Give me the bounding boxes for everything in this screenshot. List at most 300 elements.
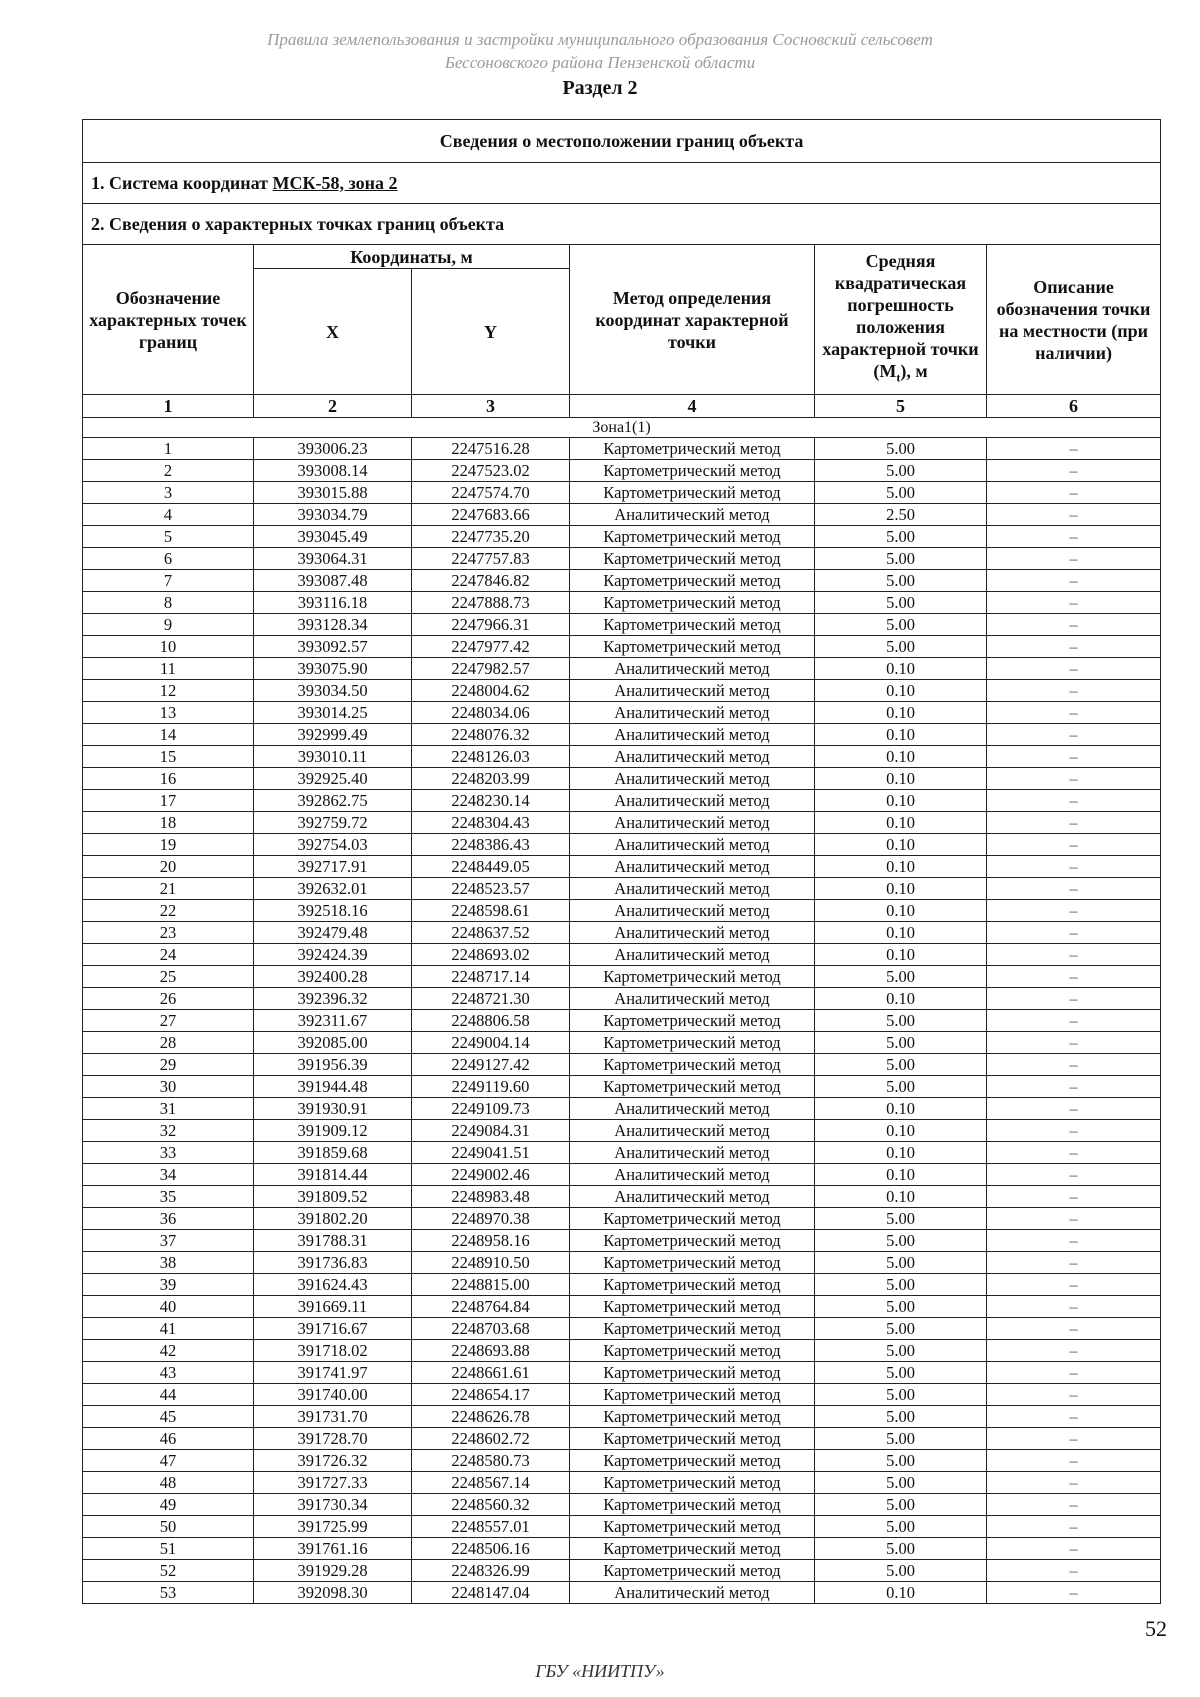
cell-description: –	[987, 878, 1161, 900]
cell-point: 7	[83, 570, 254, 592]
cell-error: 5.00	[815, 1274, 987, 1296]
cell-y: 2247888.73	[412, 592, 570, 614]
cell-x: 393116.18	[254, 592, 412, 614]
cell-point: 37	[83, 1230, 254, 1252]
cell-y: 2248203.99	[412, 768, 570, 790]
cell-error: 0.10	[815, 1582, 987, 1604]
coord-system-row	[83, 163, 1161, 204]
cell-description: –	[987, 988, 1161, 1010]
cell-point: 3	[83, 482, 254, 504]
cell-method: Картометрический метод	[570, 1230, 815, 1252]
cell-description: –	[987, 724, 1161, 746]
cell-error: 5.00	[815, 1384, 987, 1406]
cell-method: Аналитический метод	[570, 922, 815, 944]
cell-x: 391741.97	[254, 1362, 412, 1384]
cell-description: –	[987, 1384, 1161, 1406]
cell-description: –	[987, 746, 1161, 768]
cell-x: 392862.75	[254, 790, 412, 812]
cell-point: 31	[83, 1098, 254, 1120]
cell-point: 15	[83, 746, 254, 768]
cell-point: 25	[83, 966, 254, 988]
cell-point: 53	[83, 1582, 254, 1604]
cell-point: 5	[83, 526, 254, 548]
col-header-coords: Координаты, м	[254, 245, 570, 269]
cell-description: –	[987, 1054, 1161, 1076]
cell-y: 2247516.28	[412, 438, 570, 460]
cell-description: –	[987, 1208, 1161, 1230]
cell-method: Аналитический метод	[570, 878, 815, 900]
table-row	[83, 944, 1161, 966]
cell-point: 42	[83, 1340, 254, 1362]
cell-description: –	[987, 570, 1161, 592]
cell-error: 5.00	[815, 526, 987, 548]
table-row	[83, 1340, 1161, 1362]
table-row	[83, 1032, 1161, 1054]
cell-point: 36	[83, 1208, 254, 1230]
table-title-row	[83, 120, 1161, 163]
cell-point: 29	[83, 1054, 254, 1076]
cell-error: 5.00	[815, 614, 987, 636]
cell-y: 2247846.82	[412, 570, 570, 592]
cell-y: 2249002.46	[412, 1164, 570, 1186]
cell-description: –	[987, 1010, 1161, 1032]
cell-method: Картометрический метод	[570, 1340, 815, 1362]
table-row	[83, 878, 1161, 900]
table-row	[83, 834, 1161, 856]
cell-method: Аналитический метод	[570, 900, 815, 922]
cell-method: Картометрический метод	[570, 1560, 815, 1582]
cell-error: 5.00	[815, 1362, 987, 1384]
cell-error: 0.10	[815, 1120, 987, 1142]
cell-x: 393128.34	[254, 614, 412, 636]
cell-error: 5.00	[815, 1054, 987, 1076]
cell-error: 0.10	[815, 790, 987, 812]
cell-description: –	[987, 680, 1161, 702]
cell-description: –	[987, 812, 1161, 834]
cell-method: Картометрический метод	[570, 1318, 815, 1340]
cell-y: 2247757.83	[412, 548, 570, 570]
cell-point: 16	[83, 768, 254, 790]
cell-error: 5.00	[815, 1296, 987, 1318]
cell-point: 41	[83, 1318, 254, 1340]
cell-error: 5.00	[815, 1010, 987, 1032]
cell-method: Картометрический метод	[570, 1032, 815, 1054]
table-row	[83, 988, 1161, 1010]
cell-method: Картометрический метод	[570, 1538, 815, 1560]
cell-y: 2247966.31	[412, 614, 570, 636]
cell-y: 2248598.61	[412, 900, 570, 922]
cell-x: 391716.67	[254, 1318, 412, 1340]
cell-x: 393075.90	[254, 658, 412, 680]
cell-y: 2248717.14	[412, 966, 570, 988]
table-row	[83, 922, 1161, 944]
cell-x: 391929.28	[254, 1560, 412, 1582]
cell-error: 0.10	[815, 1142, 987, 1164]
table-row	[83, 1164, 1161, 1186]
zone-row	[83, 418, 1161, 438]
cell-x: 391909.12	[254, 1120, 412, 1142]
cell-method: Картометрический метод	[570, 1450, 815, 1472]
cell-y: 2248386.43	[412, 834, 570, 856]
cell-point: 30	[83, 1076, 254, 1098]
table-row	[83, 570, 1161, 592]
cell-point: 50	[83, 1516, 254, 1538]
cell-error: 0.10	[815, 944, 987, 966]
cell-y: 2248958.16	[412, 1230, 570, 1252]
cell-description: –	[987, 1120, 1161, 1142]
cell-method: Картометрический метод	[570, 966, 815, 988]
cell-description: –	[987, 944, 1161, 966]
table-row	[83, 636, 1161, 658]
cell-description: –	[987, 1318, 1161, 1340]
cell-method: Аналитический метод	[570, 768, 815, 790]
cell-description: –	[987, 438, 1161, 460]
table-row	[83, 504, 1161, 526]
cell-error: 0.10	[815, 746, 987, 768]
cell-error: 0.10	[815, 900, 987, 922]
cell-point: 17	[83, 790, 254, 812]
cell-description: –	[987, 1582, 1161, 1604]
cell-method: Картометрический метод	[570, 548, 815, 570]
cell-method: Аналитический метод	[570, 834, 815, 856]
cell-method: Картометрический метод	[570, 1362, 815, 1384]
cell-error: 5.00	[815, 1208, 987, 1230]
cell-y: 2247574.70	[412, 482, 570, 504]
cell-description: –	[987, 1098, 1161, 1120]
cell-method: Картометрический метод	[570, 1208, 815, 1230]
header-row-1	[83, 245, 1161, 269]
cell-y: 2248970.38	[412, 1208, 570, 1230]
cell-x: 391788.31	[254, 1230, 412, 1252]
cell-error: 5.00	[815, 570, 987, 592]
cell-description: –	[987, 1296, 1161, 1318]
table-row	[83, 1450, 1161, 1472]
cell-description: –	[987, 1142, 1161, 1164]
cell-method: Аналитический метод	[570, 1142, 815, 1164]
cell-error: 5.00	[815, 636, 987, 658]
table-row	[83, 1472, 1161, 1494]
cell-method: Аналитический метод	[570, 812, 815, 834]
cell-y: 2248637.52	[412, 922, 570, 944]
cell-method: Аналитический метод	[570, 658, 815, 680]
cell-description: –	[987, 702, 1161, 724]
cell-error: 5.00	[815, 1472, 987, 1494]
cell-y: 2248004.62	[412, 680, 570, 702]
cell-y: 2248304.43	[412, 812, 570, 834]
table-row	[83, 856, 1161, 878]
cell-description: –	[987, 636, 1161, 658]
table-row	[83, 746, 1161, 768]
cell-method: Картометрический метод	[570, 482, 815, 504]
table-row	[83, 768, 1161, 790]
cell-x: 391809.52	[254, 1186, 412, 1208]
cell-point: 38	[83, 1252, 254, 1274]
cell-description: –	[987, 834, 1161, 856]
cell-method: Аналитический метод	[570, 1582, 815, 1604]
cell-description: –	[987, 790, 1161, 812]
col-header-error: Средняя квадратическая погрешность положения характерной точки $(M_t)$, м	[815, 245, 987, 395]
cell-description: –	[987, 1494, 1161, 1516]
cell-point: 27	[83, 1010, 254, 1032]
cell-y: 2248983.48	[412, 1186, 570, 1208]
table-row	[83, 1274, 1161, 1296]
table-row	[83, 1406, 1161, 1428]
cell-method: Картометрический метод	[570, 614, 815, 636]
cell-description: –	[987, 1032, 1161, 1054]
table-row	[83, 482, 1161, 504]
points-heading-row	[83, 204, 1161, 245]
cell-method: Аналитический метод	[570, 790, 815, 812]
cell-method: Аналитический метод	[570, 1120, 815, 1142]
table-body	[83, 438, 1161, 1604]
table-row	[83, 1120, 1161, 1142]
cell-y: 2248580.73	[412, 1450, 570, 1472]
cell-method: Аналитический метод	[570, 746, 815, 768]
cell-method: Аналитический метод	[570, 680, 815, 702]
cell-description: –	[987, 1164, 1161, 1186]
cell-point: 45	[83, 1406, 254, 1428]
cell-x: 391731.70	[254, 1406, 412, 1428]
col-header-y: Y	[412, 269, 570, 395]
table-row	[83, 1494, 1161, 1516]
cell-method: Картометрический метод	[570, 1274, 815, 1296]
cell-error: 0.10	[815, 724, 987, 746]
table-row	[83, 1384, 1161, 1406]
cell-description: –	[987, 504, 1161, 526]
cell-x: 392925.40	[254, 768, 412, 790]
cell-x: 391728.70	[254, 1428, 412, 1450]
cell-x: 393010.11	[254, 746, 412, 768]
cell-error: 5.00	[815, 1076, 987, 1098]
coord-system-label: 1. Система координат	[91, 172, 273, 193]
cell-description: –	[987, 768, 1161, 790]
cell-method: Картометрический метод	[570, 570, 815, 592]
cell-y: 2248230.14	[412, 790, 570, 812]
column-number: 4	[570, 395, 815, 418]
table-row	[83, 702, 1161, 724]
cell-method: Картометрический метод	[570, 1054, 815, 1076]
cell-description: –	[987, 1230, 1161, 1252]
table-row	[83, 966, 1161, 988]
cell-method: Картометрический метод	[570, 1406, 815, 1428]
table-row	[83, 658, 1161, 680]
table-row	[83, 724, 1161, 746]
col-header-point: Обозначение характерных точек границ	[83, 245, 254, 395]
cell-method: Аналитический метод	[570, 702, 815, 724]
column-number: 6	[987, 395, 1161, 418]
cell-point: 20	[83, 856, 254, 878]
cell-error: 0.10	[815, 834, 987, 856]
cell-y: 2248567.14	[412, 1472, 570, 1494]
cell-x: 392424.39	[254, 944, 412, 966]
cell-point: 43	[83, 1362, 254, 1384]
cell-x: 392754.03	[254, 834, 412, 856]
cell-point: 11	[83, 658, 254, 680]
cell-error: 5.00	[815, 548, 987, 570]
cell-point: 49	[83, 1494, 254, 1516]
cell-point: 35	[83, 1186, 254, 1208]
cell-x: 391859.68	[254, 1142, 412, 1164]
cell-point: 22	[83, 900, 254, 922]
cell-method: Картометрический метод	[570, 526, 815, 548]
col-header-x: X	[254, 269, 412, 395]
cell-x: 391725.99	[254, 1516, 412, 1538]
points-heading: 2. Сведения о характерных точках границ объекта	[83, 204, 1161, 245]
table-row	[83, 812, 1161, 834]
cell-x: 391669.11	[254, 1296, 412, 1318]
table-row	[83, 1098, 1161, 1120]
cell-y: 2248693.88	[412, 1340, 570, 1362]
cell-error: 0.10	[815, 878, 987, 900]
column-number: 3	[412, 395, 570, 418]
cell-method: Картометрический метод	[570, 438, 815, 460]
cell-x: 392400.28	[254, 966, 412, 988]
cell-y: 2249109.73	[412, 1098, 570, 1120]
column-number: 1	[83, 395, 254, 418]
table-row	[83, 1516, 1161, 1538]
cell-y: 2248560.32	[412, 1494, 570, 1516]
cell-description: –	[987, 1538, 1161, 1560]
table-row	[83, 614, 1161, 636]
cell-method: Аналитический метод	[570, 1098, 815, 1120]
cell-method: Аналитический метод	[570, 988, 815, 1010]
cell-method: Картометрический метод	[570, 1384, 815, 1406]
cell-method: Картометрический метод	[570, 1010, 815, 1032]
column-number: 2	[254, 395, 412, 418]
cell-point: 13	[83, 702, 254, 724]
cell-method: Картометрический метод	[570, 1296, 815, 1318]
table-row	[83, 1186, 1161, 1208]
table-row	[83, 1428, 1161, 1450]
table-row	[83, 1296, 1161, 1318]
cell-method: Картометрический метод	[570, 460, 815, 482]
cell-description: –	[987, 900, 1161, 922]
cell-point: 48	[83, 1472, 254, 1494]
cell-method: Картометрический метод	[570, 636, 815, 658]
cell-y: 2249041.51	[412, 1142, 570, 1164]
cell-error: 5.00	[815, 1538, 987, 1560]
table-row	[83, 1538, 1161, 1560]
cell-description: –	[987, 1560, 1161, 1582]
table-row	[83, 1318, 1161, 1340]
cell-description: –	[987, 482, 1161, 504]
cell-error: 0.10	[815, 988, 987, 1010]
cell-description: –	[987, 1252, 1161, 1274]
cell-x: 391726.32	[254, 1450, 412, 1472]
cell-error: 5.00	[815, 966, 987, 988]
cell-method: Аналитический метод	[570, 504, 815, 526]
cell-point: 34	[83, 1164, 254, 1186]
cell-x: 391761.16	[254, 1538, 412, 1560]
cell-error: 0.10	[815, 812, 987, 834]
cell-y: 2248764.84	[412, 1296, 570, 1318]
cell-method: Картометрический метод	[570, 1252, 815, 1274]
cell-y: 2247977.42	[412, 636, 570, 658]
cell-y: 2248815.00	[412, 1274, 570, 1296]
cell-method: Аналитический метод	[570, 1186, 815, 1208]
cell-x: 391956.39	[254, 1054, 412, 1076]
cell-x: 392479.48	[254, 922, 412, 944]
table-row	[83, 1230, 1161, 1252]
table-row	[83, 1054, 1161, 1076]
running-header-line-2: Бессоновского района Пензенской области	[444, 53, 756, 72]
cell-point: 40	[83, 1296, 254, 1318]
cell-point: 46	[83, 1428, 254, 1450]
cell-y: 2248523.57	[412, 878, 570, 900]
cell-point: 47	[83, 1450, 254, 1472]
cell-y: 2249127.42	[412, 1054, 570, 1076]
footer-organization: ГБУ «НИИТПУ»	[535, 1661, 665, 1681]
cell-error: 5.00	[815, 1340, 987, 1362]
cell-y: 2248557.01	[412, 1516, 570, 1538]
cell-point: 21	[83, 878, 254, 900]
cell-description: –	[987, 1362, 1161, 1384]
table-row	[83, 790, 1161, 812]
cell-error: 0.10	[815, 768, 987, 790]
cell-method: Аналитический метод	[570, 1164, 815, 1186]
cell-description: –	[987, 856, 1161, 878]
cell-description: –	[987, 1428, 1161, 1450]
cell-y: 2247735.20	[412, 526, 570, 548]
cell-point: 28	[83, 1032, 254, 1054]
cell-point: 52	[83, 1560, 254, 1582]
cell-point: 9	[83, 614, 254, 636]
cell-x: 393087.48	[254, 570, 412, 592]
cell-point: 51	[83, 1538, 254, 1560]
cell-error: 5.00	[815, 1560, 987, 1582]
cell-y: 2249119.60	[412, 1076, 570, 1098]
table-row	[83, 900, 1161, 922]
col-header-description: Описание обозначения точки на местности (при наличии)	[987, 245, 1161, 395]
cell-error: 5.00	[815, 1450, 987, 1472]
cell-x: 391944.48	[254, 1076, 412, 1098]
cell-x: 391802.20	[254, 1208, 412, 1230]
cell-y: 2248626.78	[412, 1406, 570, 1428]
table-row	[83, 1582, 1161, 1604]
cell-method: Картометрический метод	[570, 1428, 815, 1450]
cell-x: 392518.16	[254, 900, 412, 922]
cell-point: 18	[83, 812, 254, 834]
table-row	[83, 1076, 1161, 1098]
cell-description: –	[987, 1406, 1161, 1428]
cell-x: 391930.91	[254, 1098, 412, 1120]
cell-x: 392098.30	[254, 1582, 412, 1604]
cell-x: 391730.34	[254, 1494, 412, 1516]
cell-y: 2248654.17	[412, 1384, 570, 1406]
cell-method: Картометрический метод	[570, 1076, 815, 1098]
cell-method: Аналитический метод	[570, 724, 815, 746]
cell-x: 392632.01	[254, 878, 412, 900]
cell-method: Картометрический метод	[570, 592, 815, 614]
cell-x: 392396.32	[254, 988, 412, 1010]
table-row	[83, 680, 1161, 702]
table-row	[83, 1142, 1161, 1164]
cell-y: 2248602.72	[412, 1428, 570, 1450]
running-header-line-1: Правила землепользования и застройки муниципального образования Сосновский сельсовет	[267, 30, 933, 49]
cell-x: 393034.50	[254, 680, 412, 702]
cell-x: 393014.25	[254, 702, 412, 724]
cell-description: –	[987, 922, 1161, 944]
cell-y: 2248506.16	[412, 1538, 570, 1560]
cell-error: 0.10	[815, 922, 987, 944]
cell-x: 393006.23	[254, 438, 412, 460]
cell-point: 33	[83, 1142, 254, 1164]
cell-y: 2248326.99	[412, 1560, 570, 1582]
section-title: Раздел 2	[562, 77, 638, 99]
cell-y: 2248076.32	[412, 724, 570, 746]
cell-description: –	[987, 1076, 1161, 1098]
cell-x: 393092.57	[254, 636, 412, 658]
